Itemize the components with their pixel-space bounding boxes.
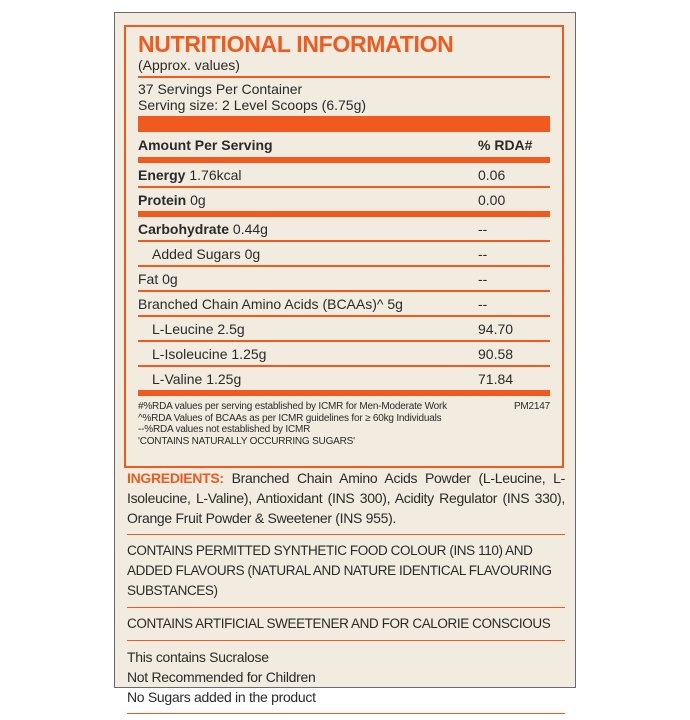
nutrition-box: [124, 25, 564, 468]
rda-header: % RDA#: [478, 136, 533, 153]
nutrient-name: Carbohydrate: [138, 220, 230, 237]
table-row: [138, 317, 550, 340]
nutrient-amount: 0g: [162, 270, 178, 287]
footnote: --%RDA values not established by ICMR: [138, 424, 311, 435]
nutrient-rda: 94.70: [478, 320, 514, 337]
nutrient-rda: 71.84: [478, 370, 514, 387]
footnotes: [138, 396, 550, 447]
nutrient-name: Protein: [138, 191, 187, 208]
nutrient-rda: 0.06: [478, 166, 506, 183]
table-row: [138, 188, 550, 211]
footnote: 'CONTAINS NATURALLY OCCURRING SUGARS': [138, 435, 355, 447]
ingredients-section: [127, 468, 565, 720]
children-statement: Not Recommended for Children: [127, 669, 316, 685]
nutrient-amount: 5g: [387, 295, 403, 312]
table-row: [138, 267, 550, 290]
nutrient-amount: 1.25g: [231, 345, 267, 362]
nutrient-name: Fat: [138, 270, 159, 287]
table-header: [138, 132, 550, 157]
sweetener-statement: CONTAINS ARTIFICIAL SWEETENER AND FOR CALORIE CONSCIOUS: [127, 616, 551, 631]
ingredients-list: Branched Chain Amino Acids Powder (L-Leucine, L-Isoleucine, L-Valine), Antioxidant (INS 300), Acidity Regulator (INS 330), Orange Fruit Powder & Sweetener (INS 955).: [127, 470, 565, 526]
label-panel: [114, 12, 576, 705]
thick-bar: [138, 116, 550, 132]
colour-statement: CONTAINS PERMITTED SYNTHETIC FOOD COLOUR (INS 110) AND ADDED FLAVOURS (NATURAL AND NATURE IDENTICAL FLAVOURING SUBSTANCES): [127, 543, 552, 598]
nutrient-amount: 0g: [190, 191, 206, 208]
sucralose-statement: This contains Sucralose: [127, 649, 269, 665]
divider: [127, 534, 565, 535]
divider: [127, 713, 565, 714]
table-row: [138, 217, 550, 240]
footnote: #%RDA values per serving established by ICMR for Men-Moderate Work: [138, 401, 447, 412]
amount-header: Amount Per Serving: [138, 136, 273, 153]
nutrient-name: Added Sugars: [152, 245, 241, 262]
nutrient-rda: 90.58: [478, 345, 514, 362]
nutrient-amount: 1.76kcal: [189, 166, 242, 183]
nutrient-rda: --: [478, 220, 488, 237]
approx-values: (Approx. values): [138, 57, 240, 73]
nutrient-amount: 2.5g: [217, 320, 245, 337]
table-row: [138, 342, 550, 365]
nutrient-rda: --: [478, 245, 488, 262]
divider: [127, 640, 565, 641]
nutrient-amount: 0g: [244, 245, 261, 262]
no-sugar-statement: No Sugars added in the product: [127, 689, 316, 705]
nutrition-title: NUTRITIONAL INFORMATION: [138, 31, 454, 57]
nutrient-name: Branched Chain Amino Acids (BCAAs)^: [138, 295, 384, 312]
table-row: [138, 163, 550, 186]
nutrient-name: Energy: [138, 166, 186, 183]
nutrient-amount: 0.44g: [232, 220, 268, 237]
product-code: PM2147: [513, 401, 550, 412]
table-row: [138, 292, 550, 315]
nutrient-amount: 1.25g: [206, 370, 242, 387]
divider: [127, 607, 565, 608]
nutrient-name: L-Valine: [152, 370, 203, 387]
nutrient-rda: --: [478, 295, 488, 312]
footnote: ^%RDA Values of BCAAs as per ICMR guidelines for ≥ 60kg Individuals: [138, 412, 442, 424]
table-row: [138, 367, 550, 390]
nutrient-name: L-Isoleucine: [152, 345, 228, 362]
nutrient-rda: --: [478, 270, 488, 287]
serving-size: Serving size: 2 Level Scoops (6.75g): [138, 97, 367, 113]
ingredients-text: [127, 468, 565, 528]
ingredients-label: INGREDIENTS:: [127, 470, 224, 486]
nutrient-name: L-Leucine: [152, 320, 214, 337]
table-row: [138, 242, 550, 265]
servings-info: [138, 78, 550, 113]
servings-per-container: 37 Servings Per Container: [138, 81, 303, 97]
nutrient-rda: 0.00: [478, 191, 506, 208]
